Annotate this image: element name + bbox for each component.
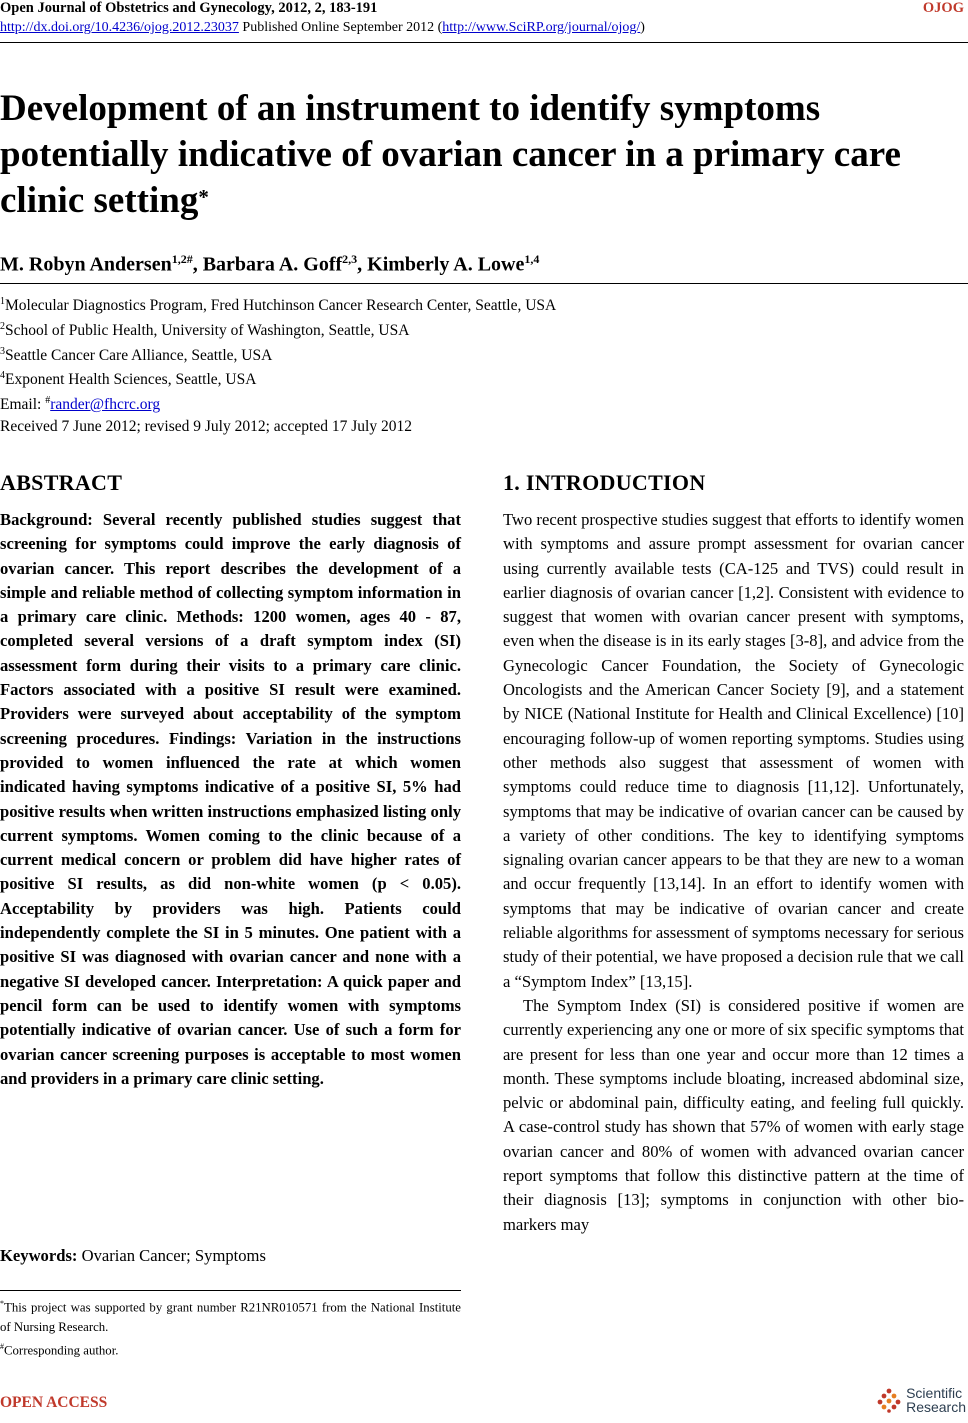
affiliation-item bbox=[0, 317, 556, 342]
published-text: Published Online September 2012 ( bbox=[238, 20, 443, 35]
title-footnote-mark: * bbox=[198, 185, 209, 209]
paper-title-text: Development of an instrument to identify symptoms potentially indicative of ovarian cancer in a primary care clinic setting bbox=[0, 88, 901, 221]
affiliation-text: Molecular Diagnostics Program, Fred Hutchinson Cancer Research Center, Seattle, USA bbox=[5, 297, 557, 315]
publisher-logo-icon bbox=[876, 1387, 902, 1413]
footnote-item bbox=[0, 1337, 461, 1361]
journal-link[interactable]: http://www.SciRP.org/journal/ojog/ bbox=[442, 20, 641, 35]
affiliation-item bbox=[0, 366, 556, 391]
abstract-heading: ABSTRACT bbox=[0, 470, 123, 495]
affiliation-text: School of Public Health, University of Washington, Seattle, USA bbox=[5, 321, 410, 339]
author-list bbox=[0, 252, 539, 277]
author-name: Barbara A. Goff bbox=[202, 253, 343, 276]
left-column bbox=[0, 470, 461, 1091]
affiliation-item bbox=[0, 342, 556, 367]
footnote-rule bbox=[0, 1290, 461, 1291]
publisher-name-line1: Scientific bbox=[906, 1385, 963, 1401]
header-rule bbox=[0, 42, 968, 43]
affiliation-number: 4 bbox=[0, 370, 5, 382]
publisher-name bbox=[906, 1386, 966, 1414]
email-line bbox=[0, 391, 556, 416]
close-paren: ) bbox=[640, 20, 645, 35]
journal-citation: Open Journal of Obstetrics and Gynecology, 2012, 2, 183-191 bbox=[0, 0, 378, 16]
affiliation-item bbox=[0, 292, 556, 317]
keywords-line bbox=[0, 1246, 266, 1266]
publication-line bbox=[0, 20, 645, 36]
introduction-heading: 1. INTRODUCTION bbox=[503, 470, 706, 495]
affiliation-text: Seattle Cancer Care Alliance, Seattle, USA bbox=[5, 346, 273, 364]
affiliation-number: 2 bbox=[0, 320, 5, 332]
footnote-text: Corresponding author. bbox=[4, 1343, 119, 1358]
footnote-item bbox=[0, 1294, 461, 1337]
author-separator: , bbox=[192, 253, 203, 276]
affiliation-number: 3 bbox=[0, 345, 5, 357]
footnotes bbox=[0, 1294, 461, 1361]
email-label: Email: bbox=[0, 396, 46, 414]
doi-link[interactable]: http://dx.doi.org/10.4236/ojog.2012.23037 bbox=[0, 20, 239, 35]
affiliation-number: 1 bbox=[0, 296, 5, 307]
footnote-mark: # bbox=[0, 1342, 4, 1352]
affiliation-list bbox=[0, 292, 556, 416]
publisher-name-line2: Research bbox=[906, 1399, 966, 1415]
author-affiliation-mark: 1,4 bbox=[524, 252, 540, 266]
publisher-logo bbox=[876, 1386, 966, 1414]
abstract-body: Background: Several recently published studies suggest that screening for symptoms could improve the early diagnosis of ovarian cancer. This report describes the development of a simple and reliable method of collecting symptom information in a primary care clinic. Methods: 1200 women, ages 40 - 87, completed several versions of a draft symptom index (SI) assessment form during their visits to a primary care clinic. Factors associated with a positive SI result were examined. Providers were surveyed about acceptability of the symptom screening procedures. Findings: Variation in the instructions provided to women influenced the rate at which women indicated having symptoms indicative of a positive SI, 5% had positive results when written instructions emphasized listing only current symptoms. Women coming to the clinic because of a current medical concern or problem did have higher rates of positive SI results, as did non-white women (p < 0.05). Acceptability by providers was high. Patients could independently complete the SI in 5 minutes. One patient with a positive SI was diagnosed with ovarian cancer and none with a negative SI developed cancer. Interpretation: A quick paper and pencil form can be used to identify women with symptoms potentially indicative of ovarian cancer. Use of such a form for ovarian cancer screening purposes is acceptable to most women and providers in a primary care clinic setting. bbox=[0, 510, 461, 1088]
introduction-body bbox=[503, 508, 964, 1237]
author-name: Kimberly A. Lowe bbox=[367, 253, 525, 276]
journal-abbreviation: OJOG bbox=[922, 0, 964, 16]
author-separator: , bbox=[357, 253, 368, 276]
author-affiliation-mark: 2,3 bbox=[342, 252, 358, 266]
author-rule bbox=[0, 283, 968, 284]
email-link[interactable]: rander@fhcrc.org bbox=[50, 396, 161, 414]
paper-title bbox=[0, 86, 960, 224]
footnote-mark: * bbox=[0, 1299, 4, 1308]
keywords-label: Keywords: bbox=[0, 1246, 78, 1265]
footnote-text: This project was supported by grant number R21NR010571 from the National Institute of Nursing Research. bbox=[0, 1300, 461, 1334]
introduction-paragraph: The Symptom Index (SI) is considered positive if women are currently experiencing any one or more of six specific symptoms that are present for less than one year and occur more than 12 times a month. These symptoms include bloating, increased abdominal size, pelvic or abdominal pain, difficulty eating, and feeling full quickly. A case-control study has shown that 57% of women with early stage ovarian cancer and 80% of women with advanced ovarian cancer report symptoms that follow this distinctive pattern at the time of their diagnosis [13]; symptoms in conjunction with other bio-markers may bbox=[503, 995, 964, 1234]
email-mark: # bbox=[45, 395, 51, 406]
author-affiliation-mark: 1,2# bbox=[171, 252, 193, 266]
introduction-paragraph: Two recent prospective studies suggest that efforts to identify women with symptoms and assure prompt assessment for ovarian cancer using currently available tests (CA-125 and TVS) could result in earlier diagnosis of ovarian cancer [1,2]. Consistent with evidence to suggest that women with ovarian cancer present with symptoms, even when the disease is in its early stages [3-8], and advice from the Gynecologic Cancer Foundation, the Society of Gynecologic Oncologists and the American Cancer Society [9], and a statement by NICE (National Institute for Health and Clinical Excellence) [10] encouraging follow-up of women reporting symptoms. Studies using other methods also suggest that assessment of women with symptoms could reduce time to diagnosis [11,12]. Unfortunately, symptoms that may be indicative of ovarian cancer can be caused by a variety of other conditions. The key to identifying symptoms signaling ovarian cancer appears to be that they are new to a woman and occur frequently [13,14]. In an effort to identify women with symptoms that may be indicative of ovarian cancer and create reliable algorithms for assessment of symptoms necessary for serious study of their potential, we have proposed a decision rule that we call a “Symptom Index” [13,15]. bbox=[503, 510, 964, 991]
author-name: M. Robyn Andersen bbox=[0, 253, 172, 276]
keywords-text: Ovarian Cancer; Symptoms bbox=[77, 1246, 266, 1265]
received-dates: Received 7 June 2012; revised 9 July 2012; accepted 17 July 2012 bbox=[0, 418, 412, 435]
right-column bbox=[503, 470, 964, 1237]
open-access-label: OPEN ACCESS bbox=[0, 1394, 108, 1411]
affiliation-text: Exponent Health Sciences, Seattle, USA bbox=[5, 371, 257, 389]
